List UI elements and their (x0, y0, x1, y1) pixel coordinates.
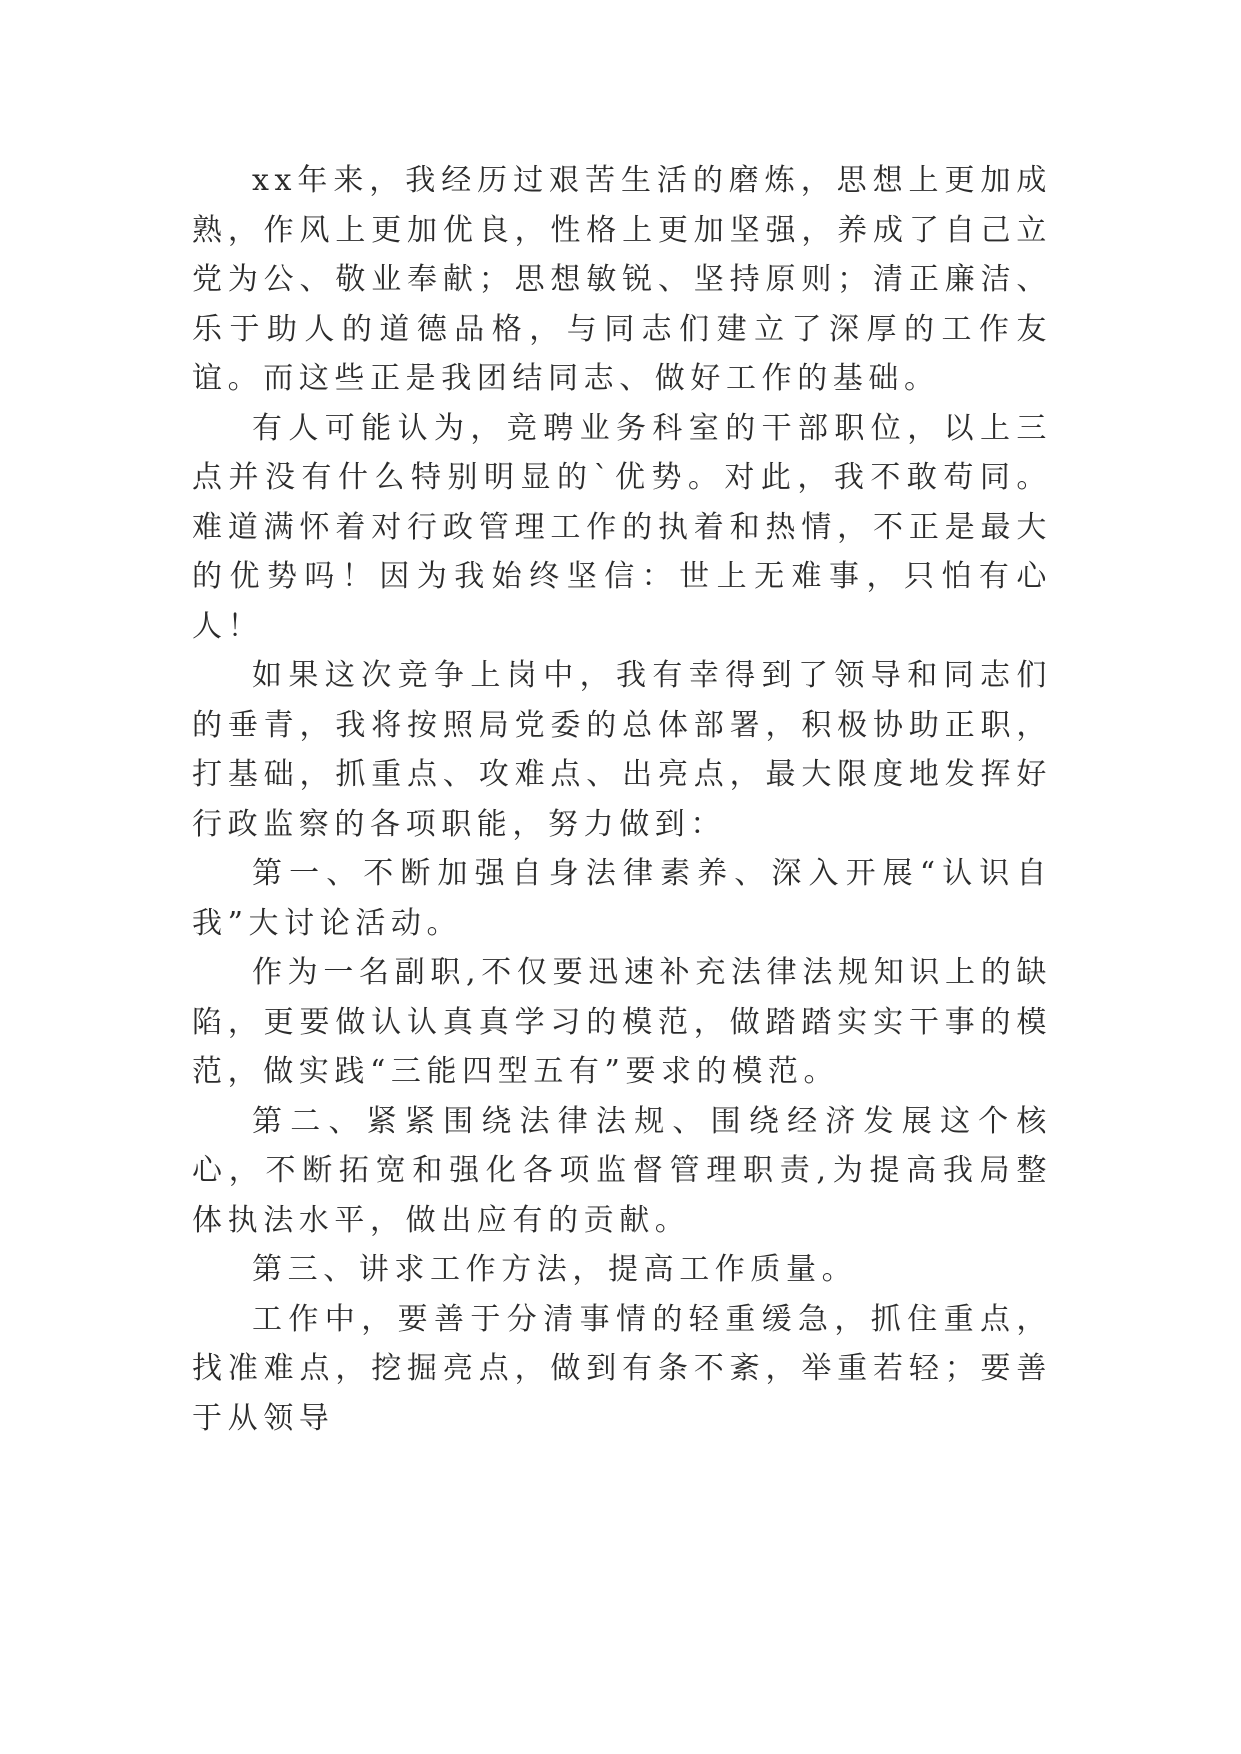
paragraph: xx年来，我经历过艰苦生活的磨炼，思想上更加成熟，作风上更加优良，性格上更加坚强，养成了自己立党为公、敬业奉献；思想敏锐、坚持原则；清正廉洁、乐于助人的道德品格，与同志们建立了深厚的工作友谊。而这些正是我团结同志、做好工作的基础。 (192, 163, 1052, 396)
paragraph: 有人可能认为，竞聘业务科室的干部职位，以上三点并没有什么特别明显的`优势。对此，我不敢苟同。难道满怀着对行政管理工作的执着和热情，不正是最大的优势吗！因为我始终坚信：世上无难事，只怕有心人！ (192, 410, 1052, 644)
document-body (192, 156, 1052, 1443)
paragraph: 第三、讲求工作方法，提高工作质量。 (252, 1252, 858, 1287)
paragraph: 第二、紧紧围绕法律法规、围绕经济发展这个核心，不断拓宽和强化各项监督管理职责,为提高我局整体执法水平，做出应有的贡献。 (192, 1103, 1052, 1238)
paragraph: 如果这次竞争上岗中，我有幸得到了领导和同志们的垂青，我将按照局党委的总体部署，积极协助正职，打基础，抓重点、攻难点、出亮点，最大限度地发挥好行政监察的各项职能，努力做到： (192, 658, 1052, 842)
paragraph: 作为一名副职,不仅要迅速补充法律法规知识上的缺陷，更要做认认真真学习的模范，做踏踏实实干事的模范，做实践“三能四型五有”要求的模范。 (192, 955, 1052, 1089)
paragraph: 工作中，要善于分清事情的轻重缓急，抓住重点，找准难点，挖掘亮点，做到有条不紊，举重若轻；要善于从领导 (192, 1301, 1052, 1436)
paragraph: 第一、不断加强自身法律素养、深入开展“认识自我”大讨论活动。 (192, 856, 1052, 941)
